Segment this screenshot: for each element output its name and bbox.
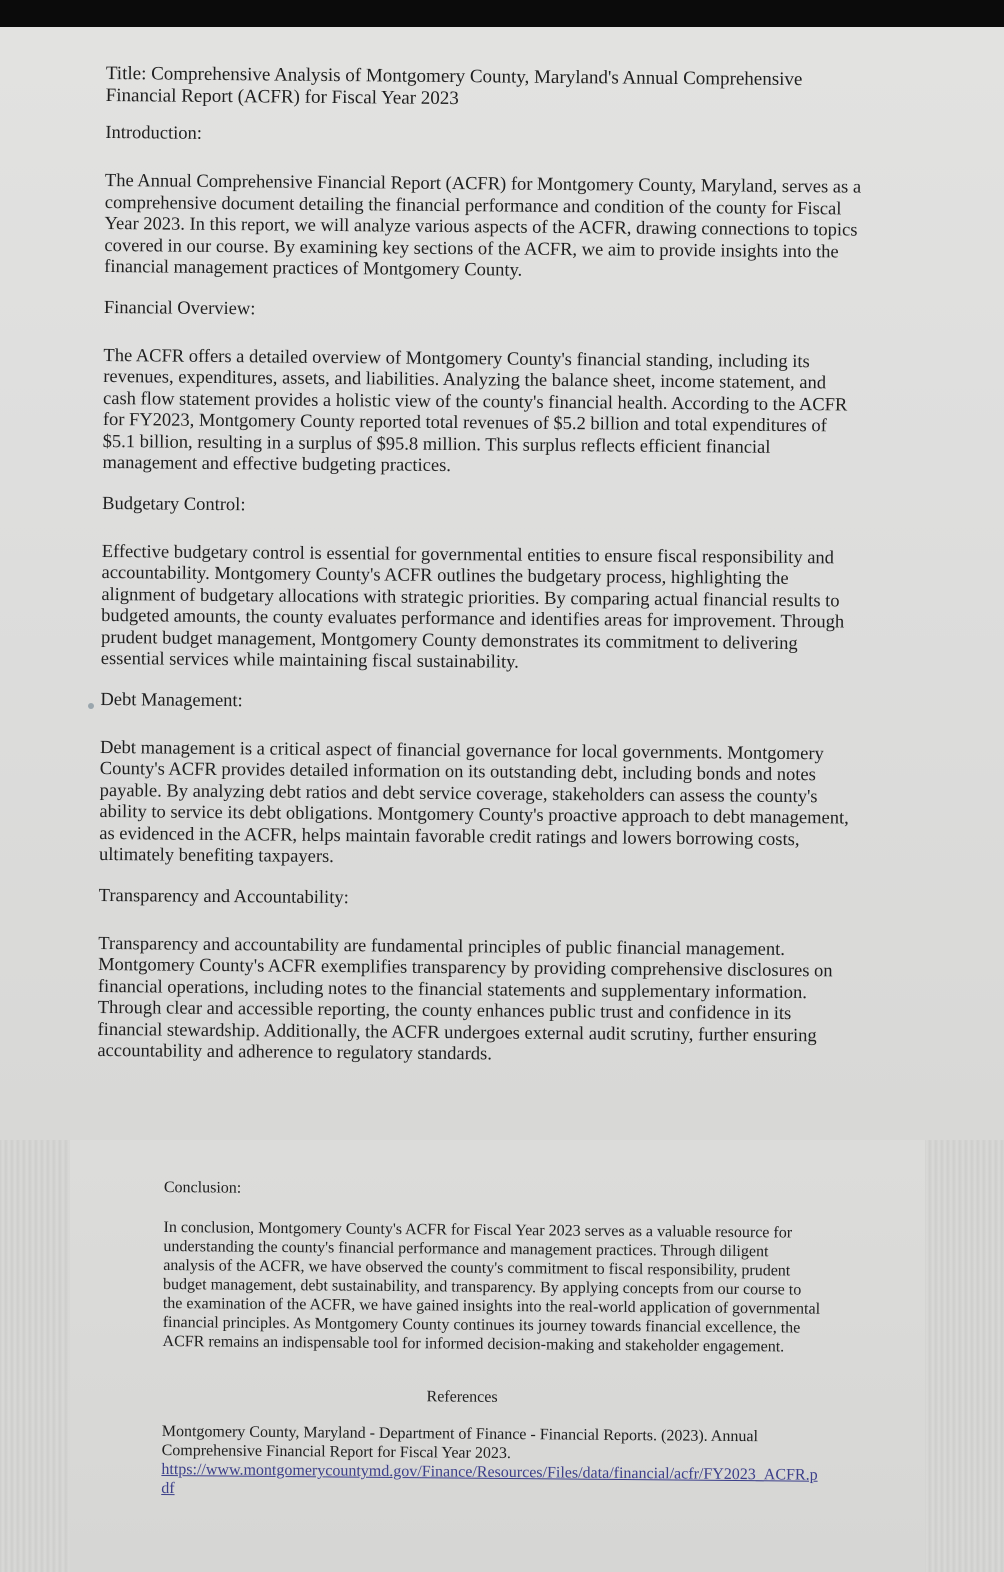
section-body-transparency: Transparency and accountability are fundamental principles of public financial management. Montgomery County's ACFR exemplifies transparency by providing comprehensive disclosures on financial operations, including notes to the financial statements and supplementary information. Through clear and accessible reporting, the county enhances public trust and confidence in its financial stewardship. Additionally, the ACFR undergoes external audit scrutiny, further ensuring accountability and adherence to regulatory standards. bbox=[97, 933, 833, 1065]
section-body-budgetary-control: Effective budgetary control is essential for governmental entities to ensure fiscal responsibility and accountability. Montgomery County's ACFR outlines the budgetary process, highlighting the alignment of budgetary allocations with strategic priorities. By comparing actual financial results to budgeted amounts, the county evaluates performance and identifies areas for improvement. Through prudent budget management, Montgomery County demonstrates its commitment to delivering essential services while maintaining fiscal sustainability. bbox=[100, 541, 845, 673]
section-body-introduction: The Annual Comprehensive Financial Report (ACFR) for Montgomery County, Maryland, serves as a comprehensive document detailing the financial performance and condition of the county for Fiscal Year 2023. In this report, we will analyze various aspects of the ACFR, drawing connections to topics covered in our course. By examining key sections of the ACFR, we aim to provide insights into the financial management practices of Montgomery County. bbox=[104, 170, 862, 281]
references-heading: References bbox=[426, 1388, 498, 1406]
reference-link[interactable]: https://www.montgomerycountymd.gov/Finance/Resources/Files/data/financial/acfr/FY2023_ACFR.pdf bbox=[161, 1460, 818, 1498]
section-heading-introduction: Introduction: bbox=[105, 122, 203, 144]
section-heading-transparency: Transparency and Accountability: bbox=[98, 885, 349, 908]
reference-citation: Montgomery County, Maryland - Department of Finance - Financial Reports. (2023). Annual Comprehensive Financial Report for Fiscal Year 2023. bbox=[161, 1422, 759, 1463]
section-heading-debt-management: Debt Management: bbox=[100, 689, 243, 711]
screen-bezel bbox=[0, 0, 1004, 27]
conclusion-block bbox=[161, 1178, 824, 1504]
document-page-lower-background bbox=[0, 1140, 1004, 1572]
document-title: Title: Comprehensive Analysis of Montgomery County, Maryland's Annual Comprehensive Financial Report (ACFR) for Fiscal Year 2023 bbox=[105, 63, 803, 110]
section-body-financial-overview: The ACFR offers a detailed overview of Montgomery County's financial standing, including its revenues, expenditures, assets, and liabilities. Analyzing the balance sheet, income statement, and cash flow statement provides a holistic view of the county's financial health. According to the ACFR for FY2023, Montgomery County reported total revenues of $5.2 billion and total expenditures of $5.1 billion, resulting in a surplus of $95.8 million. This surplus reflects efficient financial management and effective budgeting practices. bbox=[102, 345, 848, 477]
bullet-dot-icon bbox=[88, 703, 94, 709]
conclusion-body: In conclusion, Montgomery County's ACFR for Fiscal Year 2023 serves as a valuable resource for understanding the county's financial performance and management practices. Through diligent analysis of the ACFR, we have observed the county's commitment to fiscal responsibility, prudent budget management, debt sustainability, and transparency. By applying concepts from our course to the examination of the ACFR, we have gained insights into the real-world application of governmental financial principles. As Montgomery County continues its journey towards financial excellence, the ACFR remains an indispensable tool for informed decision-making and stakeholder engagement. bbox=[162, 1218, 821, 1356]
conclusion-heading: Conclusion: bbox=[163, 1179, 242, 1197]
document-body bbox=[97, 63, 866, 1087]
section-heading-budgetary-control: Budgetary Control: bbox=[102, 493, 246, 515]
section-body-debt-management: Debt management is a critical aspect of financial governance for local governments. Montgomery County's ACFR provides detailed information on its outstanding debt, including bonds and notes payable. By analyzing debt ratios and debt service coverage, stakeholders can assess the county's ability to service its debt obligations. Montgomery County's proactive approach to debt management, as evidenced in the ACFR, helps maintain favorable credit ratings and lowers borrowing costs, ultimately benefiting taxpayers. bbox=[99, 737, 849, 868]
document-page-upper bbox=[0, 27, 1004, 1140]
section-heading-financial-overview: Financial Overview: bbox=[103, 297, 256, 319]
document-page-lower bbox=[70, 1140, 925, 1572]
